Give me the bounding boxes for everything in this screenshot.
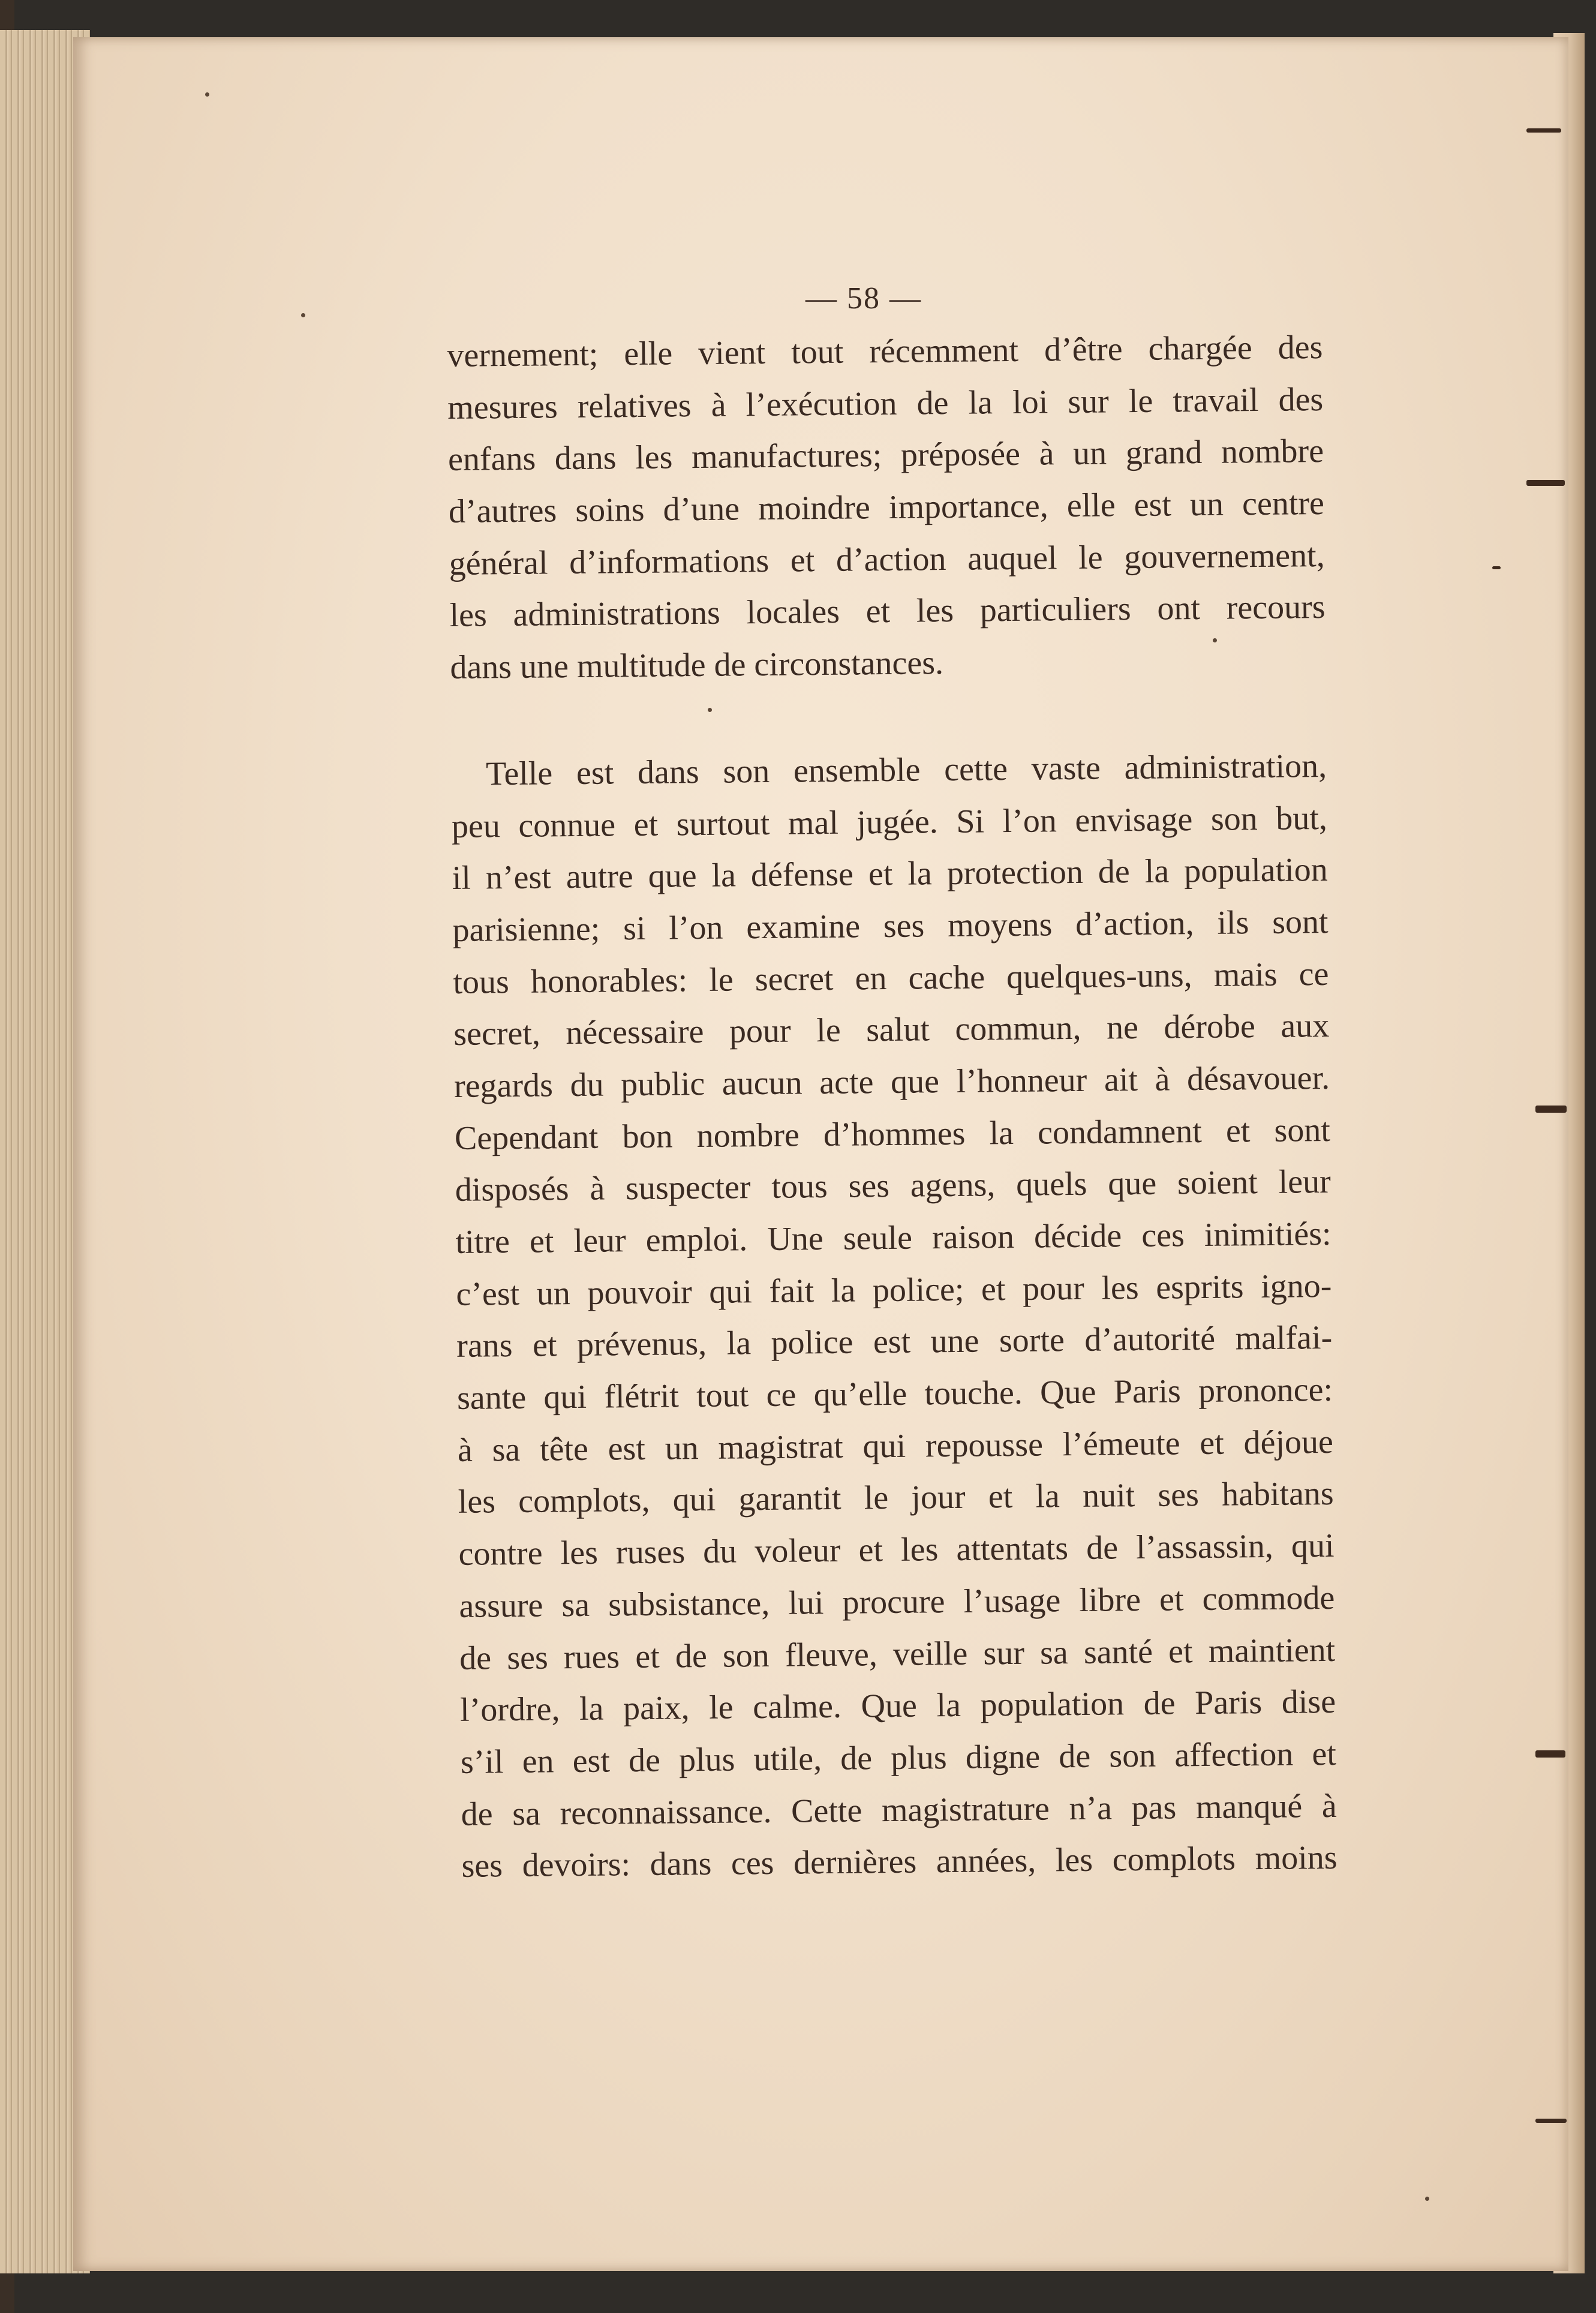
text-line: sante qui flétrit tout ce qu’elle touche. Que Paris prononce: — [456, 1371, 1333, 1417]
text-line: Cependant bon nombre d’hommes la condamnent et sont — [454, 1111, 1331, 1157]
text-line: c’est un pouvoir qui fait la police; et pour les esprits igno- — [456, 1267, 1332, 1313]
text-line: enfans dans les manufactures; préposée à un grand nombre — [447, 432, 1324, 479]
edge-tab-mark — [1526, 480, 1565, 486]
paper-speck — [1425, 2197, 1429, 2201]
text-line: mesures relatives à l’exécution de la loi sur le travail des — [447, 380, 1324, 426]
text-line: assure sa subsistance, lui procure l’usage libre et commode — [459, 1579, 1335, 1625]
edge-tab-mark — [1526, 128, 1561, 133]
text-line: de ses rues et de son fleuve, veille sur sa santé et maintient — [459, 1631, 1336, 1677]
text-line: dans une multitude de circonstances. — [450, 644, 944, 687]
text-line: parisienne; si l’on examine ses moyens d’action, ils sont — [452, 903, 1329, 949]
text-line: regards du public aucun acte que l’honneur ait à désavouer. — [453, 1059, 1330, 1105]
text-line: l’ordre, la paix, le calme. Que la population de Paris dise — [459, 1683, 1336, 1729]
text-line: s’il en est de plus utile, de plus digne de son affection et — [460, 1735, 1337, 1781]
text-line: à sa tête est un magistrat qui repousse l’émeute et déjoue — [457, 1423, 1334, 1469]
paragraph-gap — [450, 686, 1327, 749]
text-line: titre et leur emploi. Une seule raison décide ces inimitiés: — [455, 1215, 1331, 1261]
paragraph — [451, 740, 1337, 1893]
edge-tab-mark — [1535, 1106, 1567, 1113]
text-line: tous honorables: le secret en cache quelques-uns, mais ce — [453, 955, 1329, 1001]
body-text — [447, 322, 1337, 1893]
paper-speck — [301, 313, 305, 317]
text-line: les complots, qui garantit le jour et la nuit ses habitans — [458, 1475, 1334, 1521]
page-number: — 58 — — [805, 281, 922, 316]
text-line: peu connue et surtout mal jugée. Si l’on envisage son but, — [451, 799, 1328, 845]
text-line: contre les ruses du voleur et les attentats de l’assassin, qui — [458, 1527, 1334, 1573]
text-line: Telle est dans son ensemble cette vaste administration, — [485, 747, 1327, 793]
text-line: ses devoirs: dans ces dernières années, les complots moins — [461, 1839, 1337, 1885]
text-line: les administrations locales et les particuliers ont recours — [449, 588, 1326, 635]
text-line: secret, nécessaire pour le salut commun, ne dérobe aux — [453, 1007, 1330, 1053]
text-line: vernement; elle vient tout récemment d’être chargée des — [447, 328, 1323, 374]
text-line: d’autres soins d’une moindre importance, elle est un centre — [448, 485, 1325, 531]
edge-tab-mark — [1492, 566, 1501, 569]
edge-tab-mark — [1535, 1750, 1565, 1758]
text-line: disposés à suspecter tous ses agens, quels que soient leur — [455, 1163, 1331, 1209]
text-line: rans et prévenus, la police est une sorte d’autorité malfai- — [456, 1319, 1333, 1365]
edge-tab-mark — [1535, 2119, 1567, 2123]
paragraph — [447, 322, 1326, 694]
text-line: général d’informations et d’action auquel le gouvernement, — [449, 536, 1325, 582]
paper-speck — [205, 92, 209, 97]
text-line: il n’est autre que la défense et la protection de la population — [452, 851, 1329, 897]
text-line: de sa reconnaissance. Cette magistrature n’a pas manqué à — [461, 1787, 1337, 1833]
